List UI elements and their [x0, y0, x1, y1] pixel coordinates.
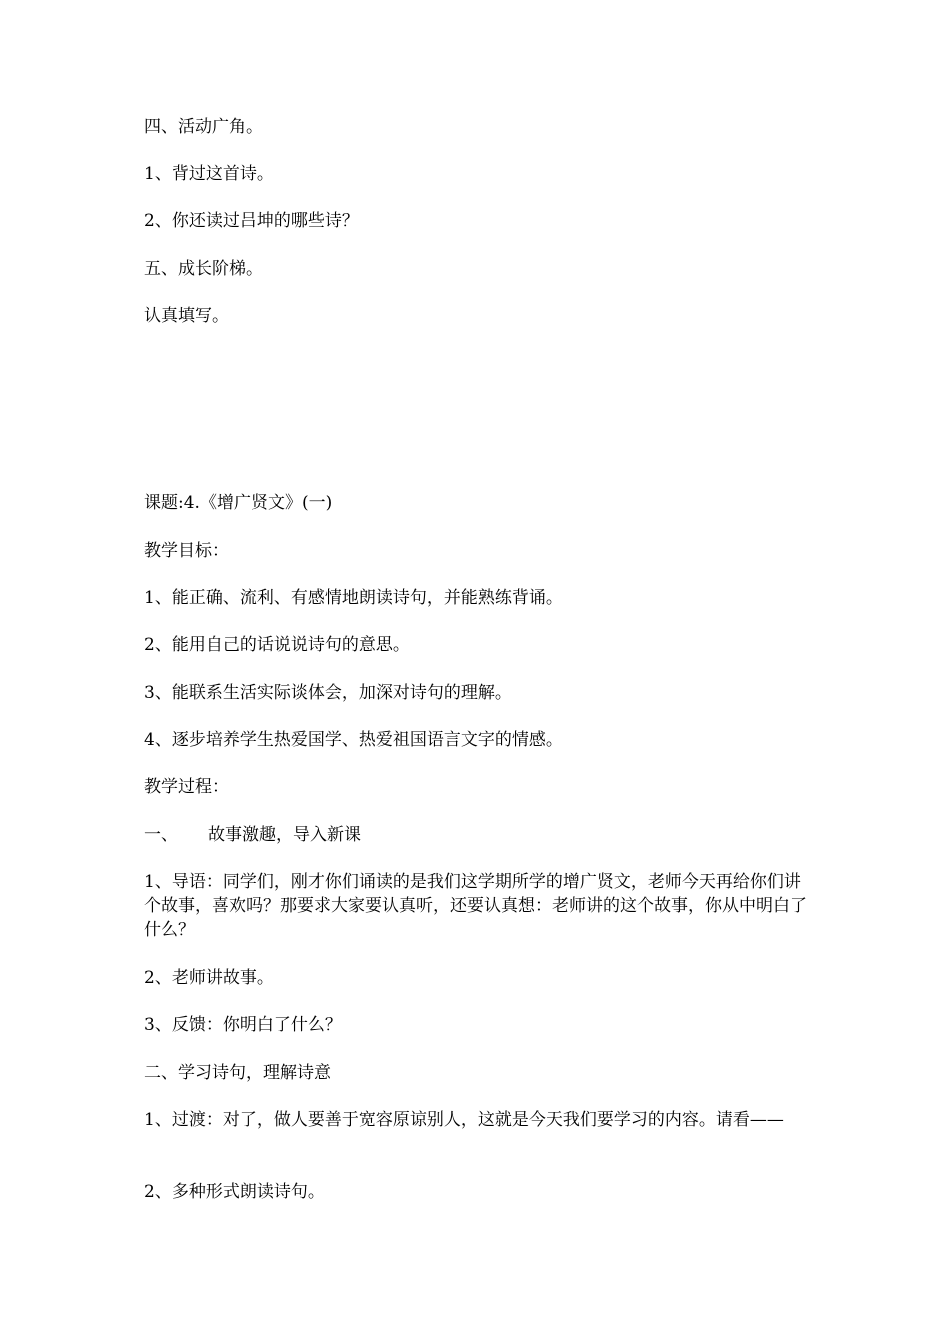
- part1-number: 一、: [144, 825, 178, 845]
- activity-item-1: 1、背过这首诗。: [144, 164, 274, 184]
- part2-step-1: 1、过渡：对了，做人要善于宽容原谅别人，这就是今天我们要学习的内容。请看——: [144, 1110, 784, 1130]
- part1-heading: [144, 823, 814, 847]
- heading-growth-ladder: 五、成长阶梯。: [144, 259, 263, 279]
- objective-item-1: 1、能正确、流利、有感情地朗读诗句，并能熟练背诵。: [144, 588, 563, 608]
- objective-item-2: 2、能用自己的话说说诗句的意思。: [144, 635, 410, 655]
- part1-step-2: 2、老师讲故事。: [144, 968, 274, 988]
- activity-item-2: 2、你还读过吕坤的哪些诗？: [144, 211, 359, 231]
- part1-step-1: 1、导语：同学们，刚才你们诵读的是我们这学期所学的增广贤文，老师今天再给你们讲个故事，喜欢吗？那要求大家要认真听，还要认真想：老师讲的这个故事，你从中明白了什么？: [144, 872, 807, 940]
- objective-item-4: 4、逐步培养学生热爱国学、热爱祖国语言文字的情感。: [144, 730, 563, 750]
- process-heading: 教学过程：: [144, 777, 229, 797]
- part1-step-3: 3、反馈：你明白了什么？: [144, 1015, 342, 1035]
- lesson-title: 课题:4.《增广贤文》(一): [144, 493, 333, 513]
- part1-heading-text: 故事激趣，导入新课: [208, 825, 361, 845]
- heading-activity-corner: 四、活动广角。: [144, 117, 263, 137]
- growth-note: 认真填写。: [144, 306, 229, 326]
- part2-step-2: 2、多种形式朗读诗句。: [144, 1182, 325, 1202]
- part2-heading: 二、学习诗句，理解诗意: [144, 1063, 331, 1083]
- objective-item-3: 3、能联系生活实际谈体会，加深对诗句的理解。: [144, 683, 512, 703]
- objectives-heading: 教学目标：: [144, 541, 229, 561]
